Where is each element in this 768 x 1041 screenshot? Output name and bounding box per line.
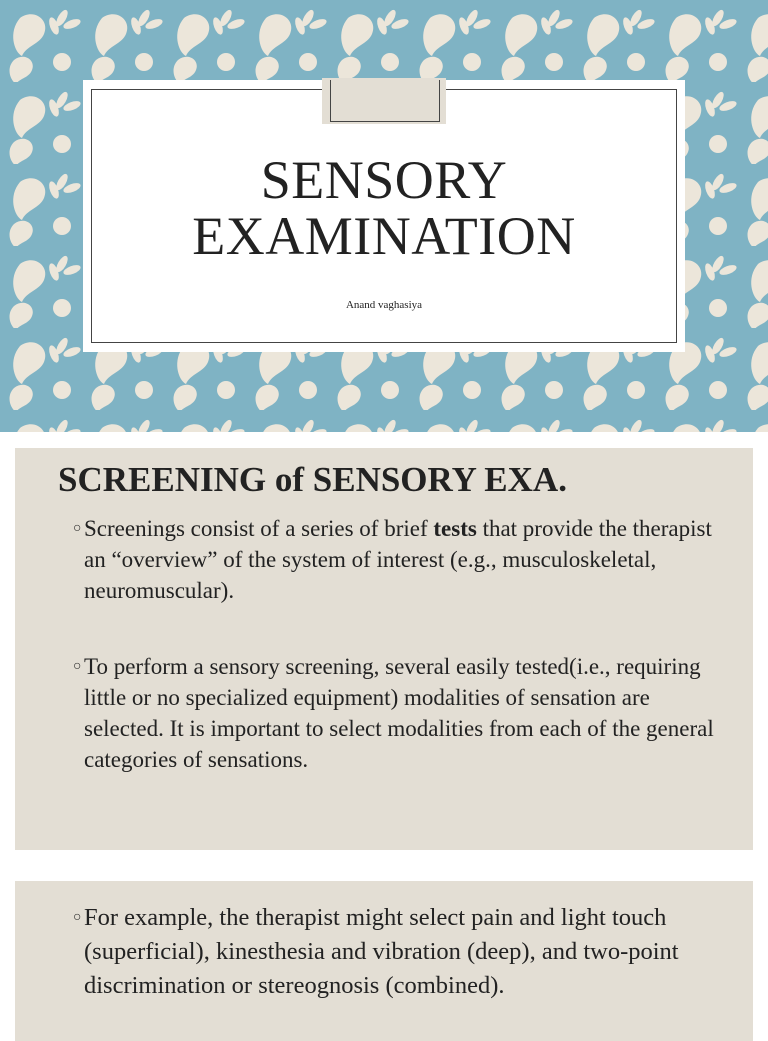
bullet-text <box>73 513 733 606</box>
slide-title <box>0 152 768 264</box>
hollow-circle-bullet-icon: ○ <box>73 521 82 536</box>
bullet-item <box>73 651 733 775</box>
bullet-item <box>73 901 733 1003</box>
title-card-tab-frame <box>330 80 440 122</box>
title-line-1: SENSORY <box>260 150 508 210</box>
bullet-item <box>73 513 733 606</box>
screening-slide <box>15 448 753 850</box>
screening-heading: SCREENING of SENSORY EXA. <box>58 460 567 499</box>
hollow-circle-bullet-icon: ○ <box>73 910 82 925</box>
bullet-text: To perform a sensory screening, several easily tested(i.e., requiring little or no specialized equipment) modalities of sensation are selected. It is important to select modalities from each of the general categories of sensations. <box>84 654 714 772</box>
title-slide <box>0 0 768 432</box>
title-line-2: EXAMINATION <box>192 206 576 266</box>
bullet-text-part: that provide the therapist an “overview” of the system of interest (e.g., musculoskeletal, neuromuscular). <box>84 516 712 603</box>
hollow-circle-bullet-icon: ○ <box>73 659 82 674</box>
bullet-text-part: Screenings consist of a series of brief <box>84 516 434 541</box>
bullet-bold-word: tests <box>433 516 477 541</box>
bullet-text: For example, the therapist might select pain and light touch (superficial), kinesthesia and vibration (deep), and two-point discrimination or stereognosis (combined). <box>84 904 679 999</box>
author-name: Anand vaghasiya <box>345 299 423 311</box>
